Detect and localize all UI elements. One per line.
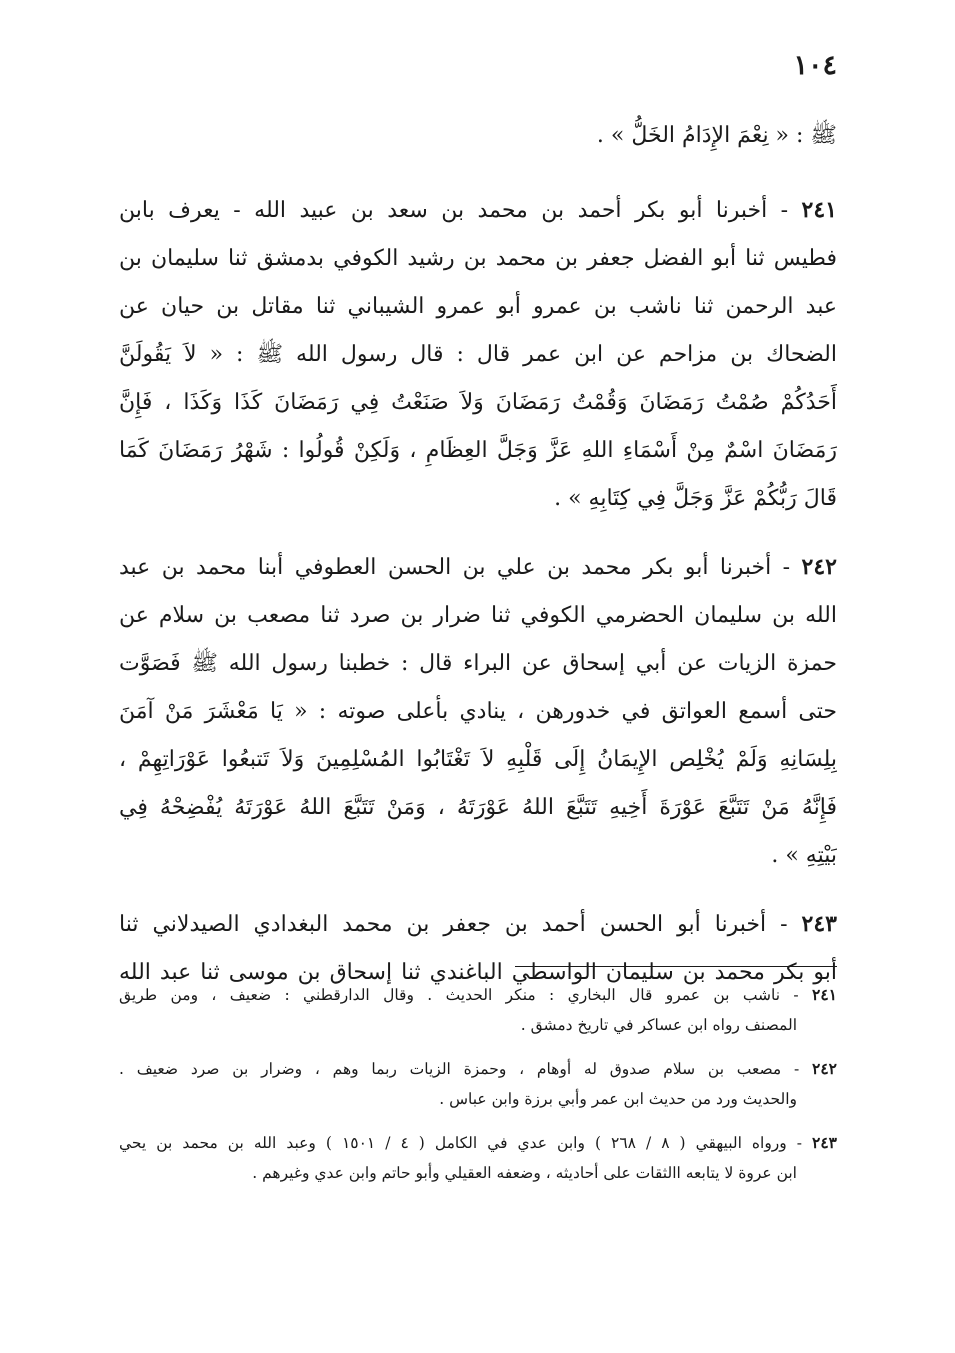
hadith-line: أبو بكر محمد بن سليمان الواسطي الباغندي ثنا إسحاق بن موسى ثنا عبد الله xyxy=(119,960,837,985)
hadith-line: فطيس ثنا أبو الفضل جعفر بن محمد بن رشيد الكوفي بدمشق ثنا سليمان بن xyxy=(119,246,837,271)
intro-line: ﷺ : « نِعْمَ الإِدَامُ الخَلُّ » . xyxy=(596,123,837,148)
hadith-242 xyxy=(119,543,837,880)
footnote-line: ٢٤٢ - مصعب بن سلام صدوق له أوهام ، وحمزة الزيات ربما وهم ، وضرار بن صرد ضعيف . xyxy=(119,1059,837,1078)
footnote-line: ابن عروة لا يتابعه االثقات على أحاديثه ، وضعفه العقيلي وأبو حاتم وابن عدي وغيرهم . xyxy=(252,1164,797,1182)
footnote-number: ٢٤٢ xyxy=(812,1059,837,1078)
footnotes xyxy=(119,980,837,1188)
hadith-line: أَحَدُكُمْ صُمْتُ رَمَضَانَ وَقُمْتُ رَمَضَانَ وَلاَ صَنَعْتُ فِي رَمَضَانَ كَذَا وَكَذَا ، فَإِنَّ xyxy=(119,390,837,415)
footnote-number: ٢٤٣ xyxy=(812,1133,837,1152)
footnote-line: ٢٤١ - ناشب بن عمرو قال البخاري : منكر الحديث . وقال الدارقطني : ضعيف ، ومن طريق xyxy=(119,985,837,1004)
hadith-line: الله بن سليمان الحضرمي الكوفي ثنا ضرار بن صرد ثنا مصعب بن سلام عن xyxy=(119,603,837,628)
hadith-line: بَيْتِهِ » . xyxy=(771,843,837,868)
hadith-line: قَالَ رَبُّكُمْ عَزَّ وَجَلَّ فِي كِتَابِهِ » . xyxy=(554,486,837,511)
footnote-line: ٢٤٣ - ورواه البيهقي ( ٨ / ٢٦٨ ) وابن عدي في الكامل ( ٤ / ١٥٠١ ) وعبد الله بن محمد بن يحي xyxy=(119,1133,837,1152)
hadith-line: عبد الرحمن ثنا ناشب بن عمرو أبو عمرو الشيباني ثنا مقاتل بن حيان عن xyxy=(119,294,837,319)
footnote-243 xyxy=(119,1128,837,1188)
hadith-line: رَمَضَانَ اسْمٌ مِنْ أَسْمَاءِ اللهِ عَزَّ وَجَلَّ العِظَامِ ، وَلَكِنْ قُولُوا : شَهْرُ رَمَضَانَ كَمَا xyxy=(119,438,837,463)
footnote-line: المصنف رواه ابن عساكر في تاريخ دمشق . xyxy=(520,1016,797,1034)
footnote-number: ٢٤١ xyxy=(812,985,837,1004)
hadith-line: حمزة الزيات عن أبي إسحاق عن البراء قال : خطبنا رسول الله ﷺ فَصَوَّت xyxy=(119,651,837,676)
hadith-line: بِلِسَانِهِ وَلَمْ يُخْلِص الإِيمَانُ إِلَى قَلْبِهِ لاَ تَغْتَابُوا المُسْلِمِينَ وَلاَ تَتبعُوا عَوْرَاتِهِمْ ، xyxy=(119,747,837,772)
hadith-line: ٢٤١ - أخبرنا أبو بكر أحمد بن محمد بن سعد بن عبيد الله - يعرف بابن xyxy=(119,197,837,223)
hadith-line: ٢٤٢ - أخبرنا أبو بكر محمد بن علي بن الحسن العطوفي أبنا محمد بن عبد xyxy=(119,554,837,580)
hadith-241 xyxy=(119,186,837,523)
hadith-line: الضحاك بن مزاحم عن ابن عمر قال : قال رسول الله ﷺ : « لاَ يَقُولَنَّ xyxy=(119,342,837,367)
hadith-number: ٢٤١ xyxy=(801,197,837,223)
hadith-number: ٢٤٢ xyxy=(801,554,837,580)
hadith-line: حتى أسمع العواتق في خدورهن ، ينادي بأعلى صوته : « يَا مَعْشَرَ مَنْ آمَنَ xyxy=(119,699,837,724)
footnote-line: والحديث ورد من حديث ابن عمر وأبي برزة وابن عباس . xyxy=(439,1090,797,1108)
footnote-242 xyxy=(119,1054,837,1114)
main-text xyxy=(119,112,837,997)
hadith-number: ٢٤٣ xyxy=(801,911,837,937)
page-number: ١٠٤ xyxy=(793,50,837,81)
hadith-line: ٢٤٣ - أخبرنا أبو الحسن أحمد بن جعفر بن محمد البغدادي الصيدلاني ثنا xyxy=(119,911,837,937)
footnote-divider xyxy=(515,966,837,967)
footnote-241 xyxy=(119,980,837,1040)
hadith-line: فَإِنَّهُ مَنْ تَتَبَّعَ عَوْرَةَ أَخِيهِ تَتَبَّعَ اللهُ عَوْرَتَهُ ، وَمَنْ تَتَبَّعَ اللهُ عَوْرَتَهُ يُفْضِحْهُ فِي xyxy=(119,795,837,820)
